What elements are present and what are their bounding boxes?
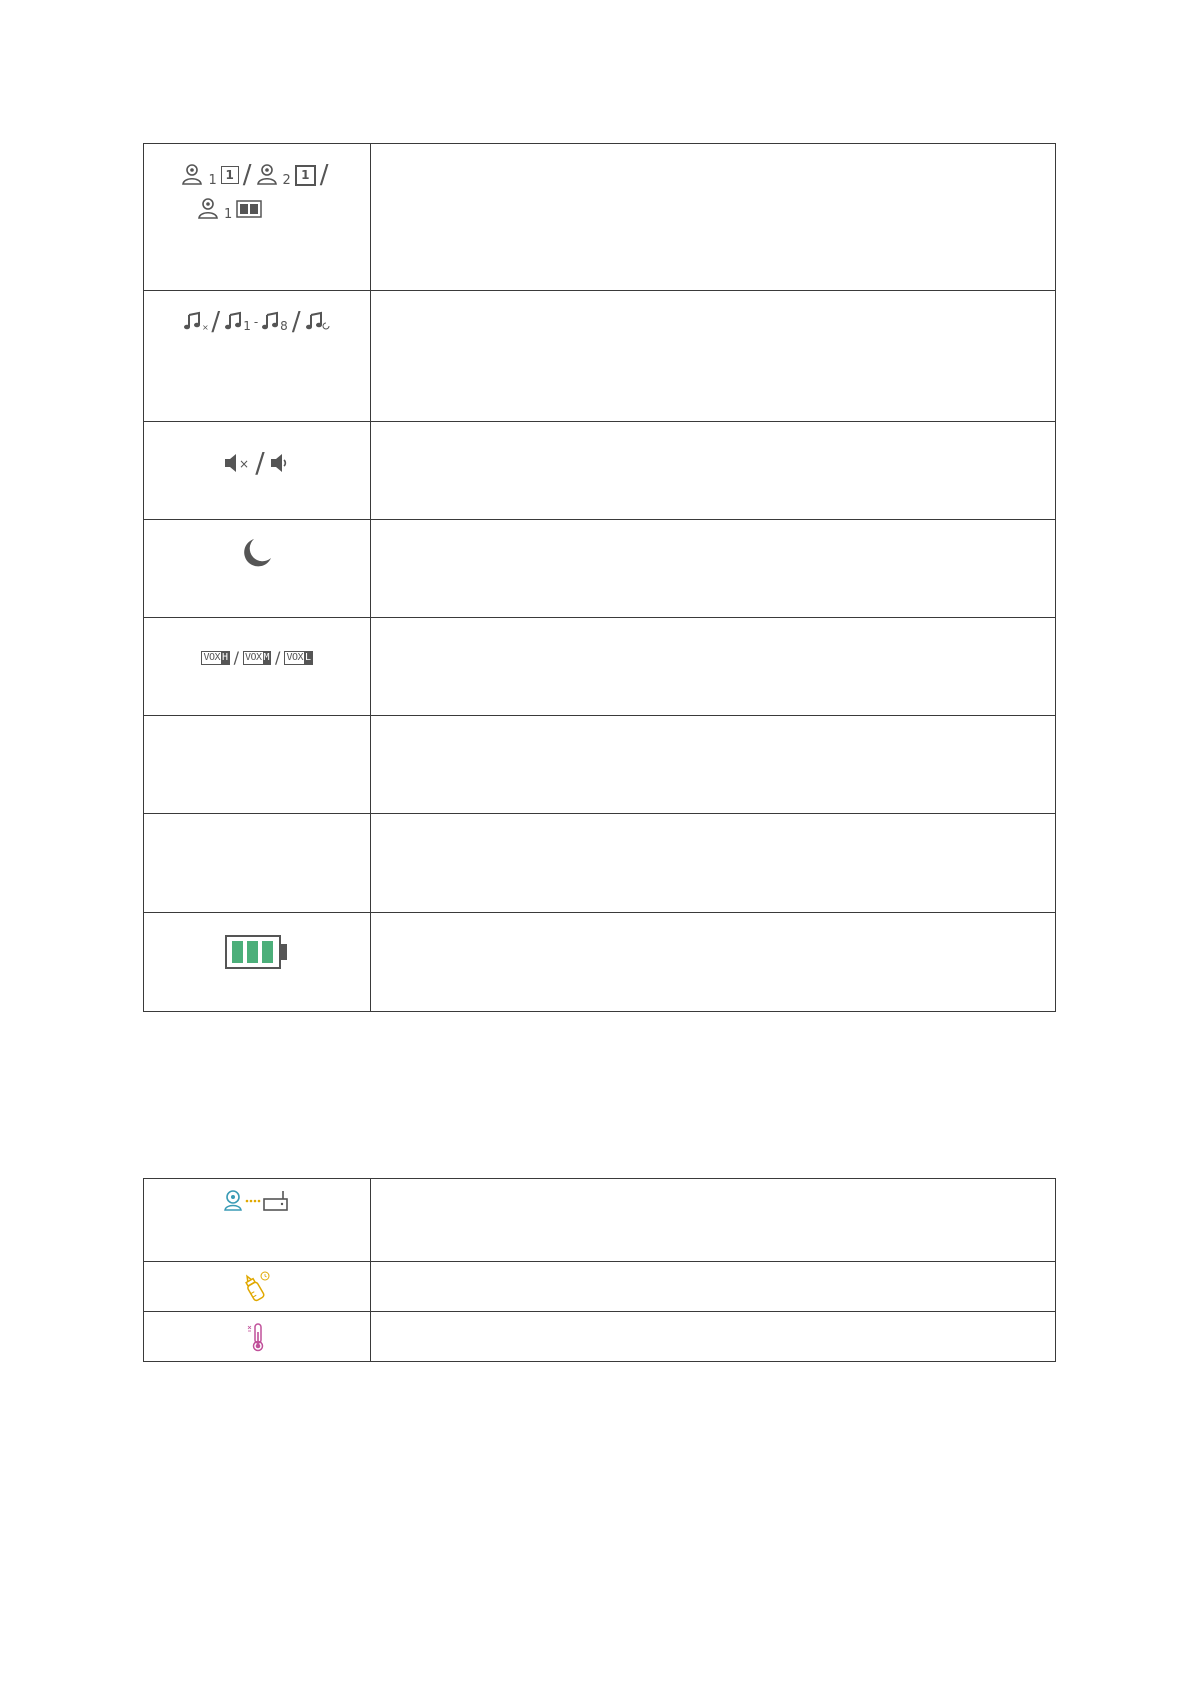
single-view-box: 1 xyxy=(295,165,316,186)
feeding-icons xyxy=(144,1262,370,1303)
lullaby-8-icon xyxy=(261,312,279,332)
lullaby-icons xyxy=(144,291,370,337)
table-row xyxy=(144,422,1056,520)
icon-cell xyxy=(144,1179,371,1262)
camera-mode-icons xyxy=(144,144,370,220)
table-row xyxy=(144,913,1056,1012)
lullaby-1-icon xyxy=(224,312,242,332)
night-mode-icons xyxy=(144,520,370,570)
icon-cell xyxy=(144,520,371,618)
vox-label: VOX xyxy=(203,651,221,663)
description-cell xyxy=(371,1262,1056,1312)
icon-cell xyxy=(144,144,371,291)
description-cell xyxy=(371,520,1056,618)
speaker-icons xyxy=(144,422,370,479)
vox-label: VOX xyxy=(244,651,262,663)
range-dash: - xyxy=(253,315,259,329)
separator: / xyxy=(233,648,239,667)
lullaby-off-icon xyxy=(183,312,210,332)
description-cell xyxy=(371,291,1056,422)
separator: / xyxy=(291,307,301,337)
table-row xyxy=(144,1179,1056,1262)
separator: / xyxy=(211,307,221,337)
feeding-bottle-icon xyxy=(243,1271,271,1303)
camera-number: 2 xyxy=(282,172,291,188)
icon-table-1 xyxy=(143,143,1056,1012)
thermometer-icon xyxy=(246,1322,268,1352)
speaker-mute-icon xyxy=(223,451,251,475)
svg-text:×: × xyxy=(239,456,250,471)
icon-cell xyxy=(144,291,371,422)
lullaby-number: 8 xyxy=(280,319,288,333)
moon-icon xyxy=(240,536,274,570)
table-row xyxy=(144,618,1056,716)
table-row xyxy=(144,291,1056,422)
battery-icons xyxy=(144,913,370,971)
table-row xyxy=(144,716,1056,814)
vox-level: H xyxy=(222,651,228,663)
icon-table-2 xyxy=(143,1178,1056,1362)
description-cell xyxy=(371,913,1056,1012)
vox-high-icon xyxy=(201,651,229,665)
vox-label: VOX xyxy=(286,651,303,663)
separator: / xyxy=(255,446,265,479)
vox-level: M xyxy=(263,651,270,663)
description-cell xyxy=(371,716,1056,814)
svg-text:×: × xyxy=(202,323,210,332)
icon-cell xyxy=(144,913,371,1012)
camera-1-single-view-icon xyxy=(181,164,207,186)
icon-cell xyxy=(144,716,371,814)
camera-number: 1 xyxy=(208,172,217,188)
camera-1-split-view-icon xyxy=(197,198,223,220)
separator: / xyxy=(319,160,329,190)
vox-low-icon xyxy=(284,651,312,665)
table-row xyxy=(144,1262,1056,1312)
vox-medium-icon xyxy=(243,651,271,665)
camera-number: 1 xyxy=(224,206,233,222)
description-cell xyxy=(371,422,1056,520)
camera-link-icons xyxy=(144,1179,370,1213)
description-cell xyxy=(371,1312,1056,1362)
separator: / xyxy=(275,648,281,667)
table-row xyxy=(144,520,1056,618)
separator: / xyxy=(242,160,252,190)
table-row xyxy=(144,814,1056,913)
battery-full-icon xyxy=(225,935,289,971)
split-view-box xyxy=(236,200,262,218)
table-row xyxy=(144,144,1056,291)
single-view-box: 1 xyxy=(221,166,239,184)
camera-2-single-view-icon xyxy=(256,164,282,186)
icon-cell xyxy=(144,1262,371,1312)
temperature-icons xyxy=(144,1312,370,1352)
description-cell xyxy=(371,618,1056,716)
vox-icons xyxy=(144,618,370,667)
table-row xyxy=(144,1312,1056,1362)
speaker-on-icon xyxy=(269,451,291,475)
icon-cell xyxy=(144,814,371,913)
camera-link-icon xyxy=(224,1189,290,1213)
icon-cell xyxy=(144,422,371,520)
lullaby-number: 1 xyxy=(243,319,251,333)
description-cell xyxy=(371,814,1056,913)
icon-cell xyxy=(144,1312,371,1362)
description-cell xyxy=(371,144,1056,291)
description-cell xyxy=(371,1179,1056,1262)
icon-cell xyxy=(144,618,371,716)
vox-level: L xyxy=(305,651,311,663)
lullaby-cycle-icon xyxy=(305,312,331,332)
